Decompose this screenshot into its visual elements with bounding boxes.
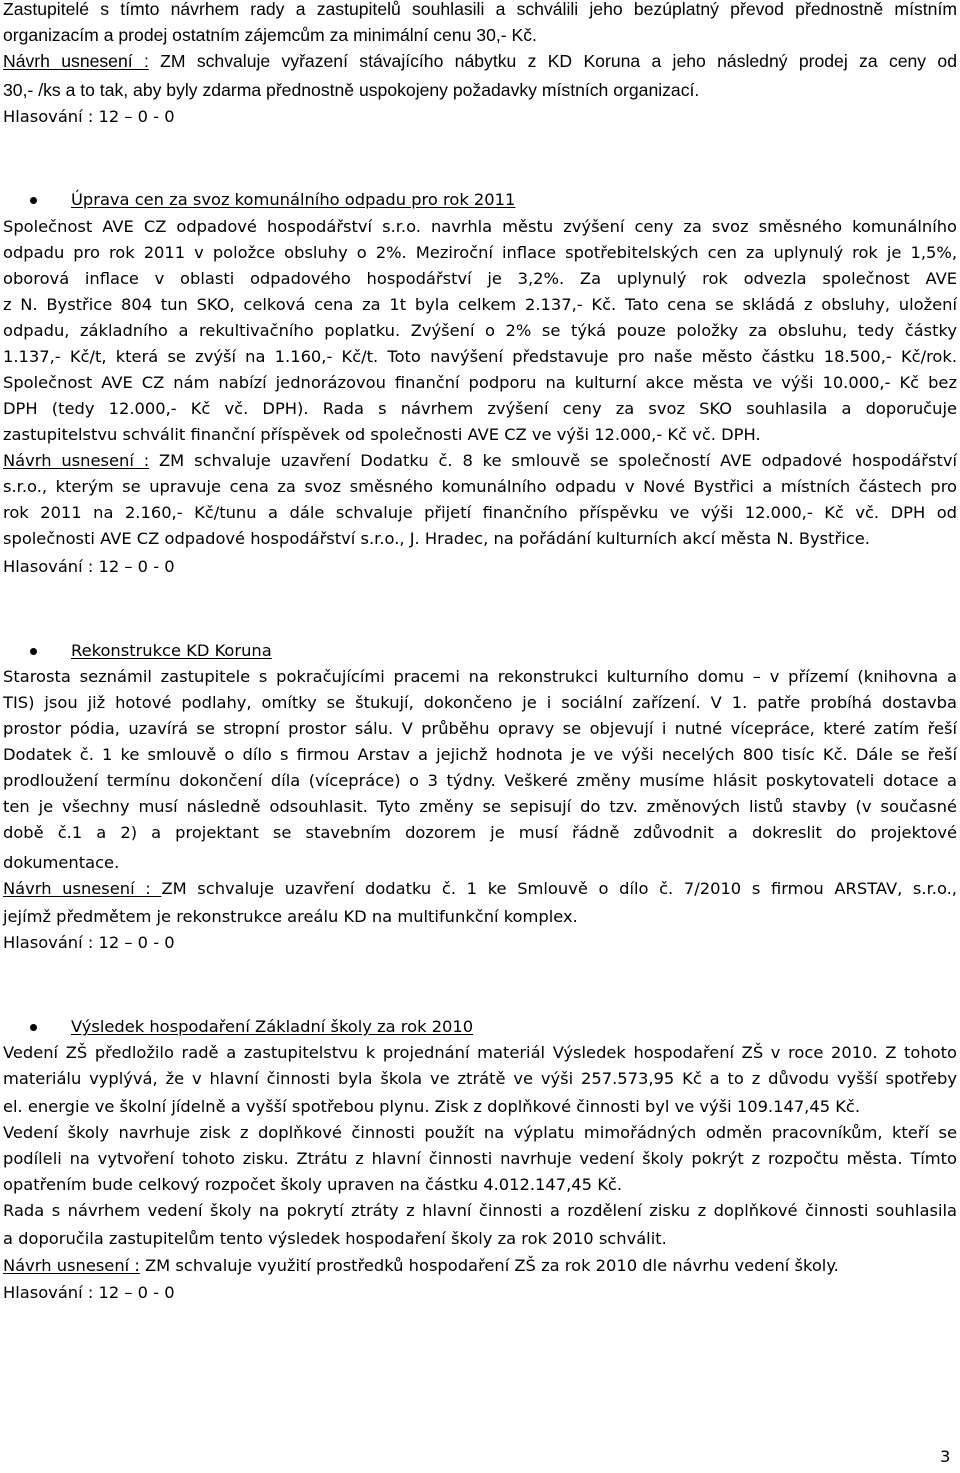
resolution-text: ZM schvaluje uzavření Dodatku č. 8 ke smlouvě se společností AVE odpadové hospodářství bbox=[149, 451, 958, 470]
paragraph-line: Společnost AVE CZ nám nabízí jednorázovou finanční podporu na kulturní akce města ve výši 10.000,- Kč bez bbox=[3, 373, 957, 392]
resolution-label: Návrh usnesení : bbox=[3, 879, 162, 898]
resolution-line bbox=[3, 1253, 957, 1279]
paragraph-line: DPH (tedy 12.000,- Kč vč. DPH). Rada s návrhem zvýšení ceny za svoz SKO souhlasila a doporučuje bbox=[3, 399, 957, 418]
paragraph-line: prostor pódia, uzavírá se stropní prostor sálu. V průběhu opravy se objevují i nutné vícepráce, které zatím řeší bbox=[3, 719, 957, 738]
resolution-label: Návrh usnesení : bbox=[3, 1256, 140, 1275]
paragraph-line: době č.1 a 2) a projektant se stavebním dozorem je musí řádně zdůvodnit a dokreslit do projektové bbox=[3, 823, 957, 842]
paragraph-line: Rada s návrhem vedení školy na pokrytí ztráty z hlavní činnosti a rozdělení zisku z doplňkové činnosti souhlasila bbox=[3, 1201, 957, 1220]
section-heading-text: Úprava cen za svoz komunálního odpadu pro rok 2011 bbox=[71, 190, 516, 209]
vote-result: Hlasování : 12 – 0 - 0 bbox=[3, 557, 175, 576]
paragraph-line: ten je všechny musí následně odsouhlasit. Tyto změny se sepisují do tzv. změnových listů stavby (v současné bbox=[3, 797, 957, 816]
paragraph-line: a doporučila zastupitelům tento výsledek hospodaření školy za rok 2010 schválit. bbox=[3, 1229, 667, 1248]
paragraph-line: 1.137,- Kč/t, která se zvýší na 1.160,- Kč/t. Toto navýšení představuje pro naše město částku 18.500,- Kč/rok. bbox=[3, 347, 957, 366]
paragraph-line: Vedení ZŠ předložilo radě a zastupitelstvu k projednání materiál Výsledek hospodaření ZŠ v roce 2010. Z tohoto bbox=[3, 1043, 957, 1062]
paragraph-line: Společnost AVE CZ odpadové hospodářství s.r.o. navrhla městu zvýšení ceny za svoz směsného komunálního bbox=[3, 217, 957, 236]
paragraph-line: odpadu pro rok 2011 v položce obsluhy o 2%. Meziroční inflace spotřebitelských cen za uplynulý rok je 1,5%, bbox=[3, 243, 957, 262]
resolution-line bbox=[3, 48, 957, 74]
resolution-text: ZM schvaluje využití prostředků hospodaření ZŠ za rok 2010 dle návrhu vedení školy. bbox=[139, 1256, 839, 1275]
page-number: 3 bbox=[940, 1447, 951, 1466]
paragraph-line: el. energie ve školní jídelně a vyšší spotřebou plynu. Zisk z doplňkové činnosti byl ve výši 109.147,45 Kč. bbox=[3, 1097, 861, 1116]
paragraph-line: Starosta seznámil zastupitele s pokračujícími pracemi na rekonstrukci kulturního domu – v přízemí (knihovna a bbox=[3, 667, 957, 686]
bullet-icon bbox=[30, 197, 37, 204]
resolution-label: Návrh usnesení : bbox=[3, 51, 149, 71]
bullet-icon bbox=[30, 1024, 37, 1031]
paragraph-line: organizacím a prodej ostatním zájemcům za minimální cenu 30,- Kč. bbox=[3, 25, 537, 45]
resolution-line: společnosti AVE CZ odpadové hospodářství s.r.o., J. Hradec, na pořádání kulturních akcí města N. Bystřice. bbox=[3, 529, 870, 548]
paragraph-line: opatřením bude celkový rozpočet školy upraven na částku 4.012.147,45 Kč. bbox=[3, 1175, 622, 1194]
paragraph-line: Dodatek č. 1 ke smlouvě o dílo s firmou Arstav a jejichž hodnota je ve výši necelých 800 tisíc Kč. Dále se řeší bbox=[3, 745, 957, 764]
resolution-label: Návrh usnesení : bbox=[3, 451, 150, 470]
paragraph-line: Vedení školy navrhuje zisk z doplňkové činnosti použít na výplatu mimořádných odměn pracovníkům, kteří se bbox=[3, 1123, 957, 1142]
resolution-text: ZM schvaluje vyřazení stávajícího nábytku z KD Koruna a jeho následný prodej za ceny od bbox=[148, 51, 957, 71]
section-heading-text: Rekonstrukce KD Koruna bbox=[71, 641, 272, 660]
paragraph-line: z N. Bystřice 804 tun SKO, celková cena za 1t byla celkem 2.137,- Kč. Tato cena se skládá z obsluhy, uložení bbox=[3, 295, 957, 314]
paragraph-line: Zastupitelé s tímto návrhem rady a zastupitelů souhlasili a schválili jeho bezúplatný převod přednostně místním bbox=[3, 0, 957, 19]
paragraph-line: materiálu vyplývá, že v hlavní činnosti byla škola ve ztrátě ve výši 257.573,95 Kč a to z důvodu vyšší spotřeby bbox=[3, 1069, 957, 1088]
paragraph-line: oborová inflace v oblasti odpadového hospodářství je 3,2%. Za uplynulý rok odvezla společnost AVE bbox=[3, 269, 957, 288]
resolution-line: 30,- /ks a to tak, aby byly zdarma přednostně uspokojeny požadavky místních organizací. bbox=[3, 80, 700, 100]
vote-result: Hlasování : 12 – 0 - 0 bbox=[3, 107, 175, 126]
vote-result: Hlasování : 12 – 0 - 0 bbox=[3, 933, 175, 952]
vote-result: Hlasování : 12 – 0 - 0 bbox=[3, 1283, 175, 1302]
section-heading-text: Výsledek hospodaření Základní školy za rok 2010 bbox=[71, 1017, 474, 1036]
paragraph-line: dokumentace. bbox=[3, 853, 120, 872]
bullet-icon bbox=[30, 648, 37, 655]
resolution-line bbox=[3, 448, 957, 474]
paragraph-line: TIS) jsou již hotové podlahy, omítky se štukují, dokončeno je i sociální zařízení. V 1. patře probíhá dostavba bbox=[3, 693, 957, 712]
resolution-text: ZM schvaluje uzavření dodatku č. 1 ke Smlouvě o dílo č. 7/2010 s firmou ARSTAV, s.r.o., bbox=[161, 879, 957, 898]
resolution-line: s.r.o., kterým se upravuje cena za svoz směsného komunálního odpadu v Nové Bystřici a místních částech pro bbox=[3, 477, 957, 496]
resolution-line bbox=[3, 876, 957, 902]
paragraph-line: odpadu, základního a rekultivačního poplatku. Zvýšení o 2% se týká pouze položky za obsluhu, tedy částky bbox=[3, 321, 957, 340]
paragraph-line: podíleli na vytvoření tohoto zisku. Ztrátu z hlavní činnosti navrhuje vedení školy pokrýt z rozpočtu města. Tímto bbox=[3, 1149, 957, 1168]
paragraph-line: zastupitelstvu schválit finanční příspěvek od společnosti AVE CZ ve výši 12.000,- Kč vč. DPH. bbox=[3, 425, 761, 444]
paragraph-line: prodloužení termínu dokončení díla (vícepráce) o 3 týdny. Veškeré změny musíme hlásit poskytovateli dotace a bbox=[3, 771, 957, 790]
resolution-line: rok 2011 na 2.160,- Kč/tunu a dále schvaluje přijetí finančního příspěvku ve výši 12.000,- Kč vč. DPH od bbox=[3, 503, 957, 522]
resolution-line: jejímž předmětem je rekonstrukce areálu KD na multifunkční komplex. bbox=[3, 907, 578, 926]
